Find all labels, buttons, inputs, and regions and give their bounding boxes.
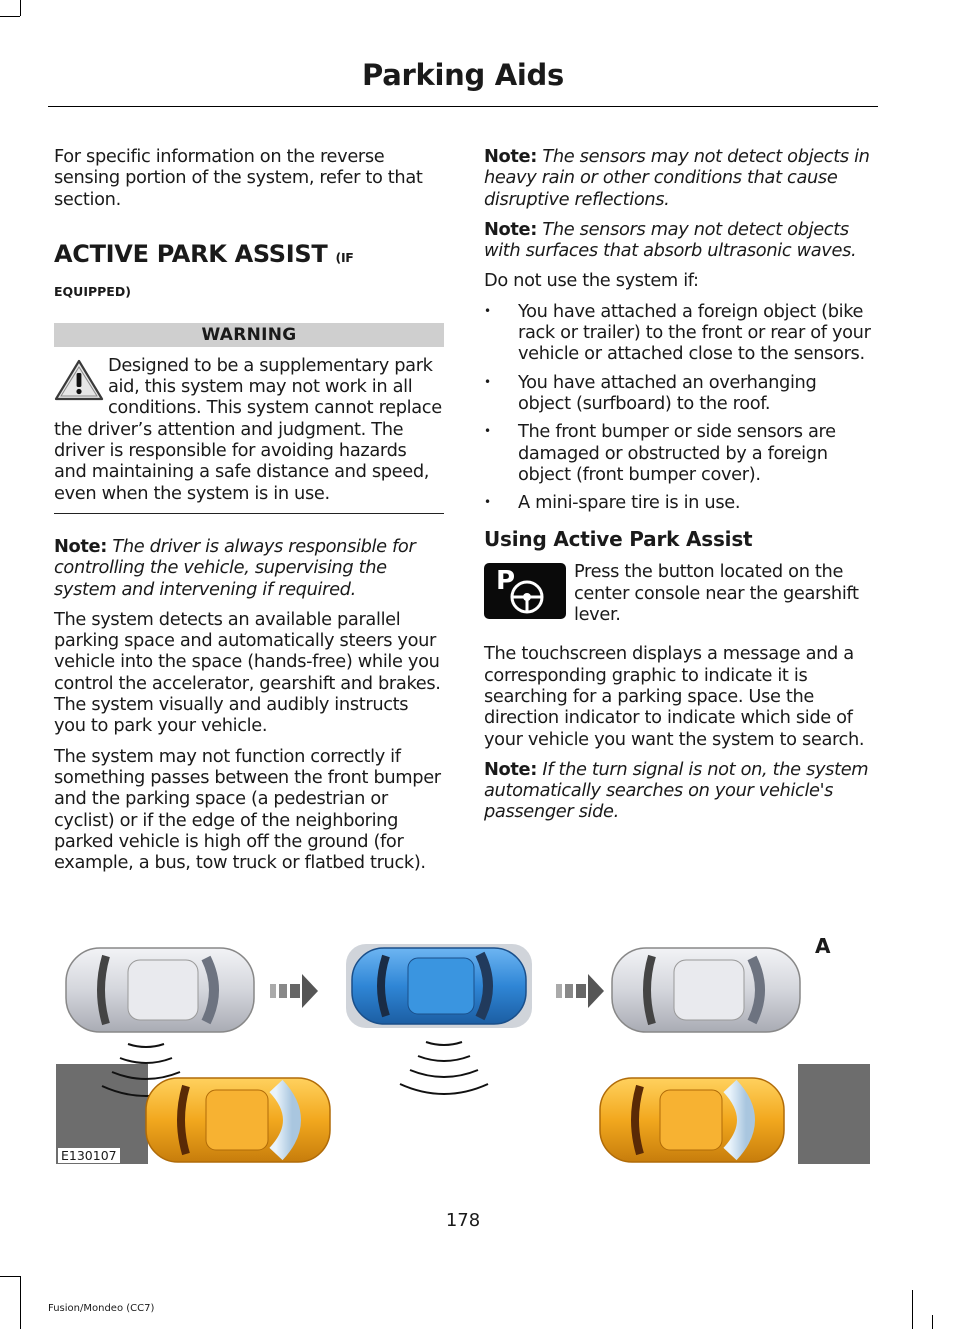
right-column [484, 146, 874, 832]
using-title: Using Active Park Assist [484, 527, 753, 552]
touchscreen-paragraph: The touchscreen displays a message and a corresponding graphic to indicate it is searching for a parking space. Use the direction indicator to indicate which side of your vehicle you want the system to search. [484, 643, 865, 750]
figure-code: E130107 [58, 1148, 120, 1163]
curb [798, 1064, 870, 1164]
orange-car-left [146, 1078, 330, 1162]
system-description-paragraph: The system detects an available parallel parking space and automatically steers your vehicle into the space (hands-free) while you control the accelerator, gearshift and brakes. The system visually and audibly instructs you to park your vehicle. [54, 608, 441, 737]
section-title-sub: EQUIPPED) [54, 283, 131, 299]
crop-mark [932, 1315, 933, 1329]
gray-car-right [612, 948, 800, 1032]
list-item: • A mini-spare tire is in use. [484, 492, 874, 513]
note-label: Note: [484, 758, 538, 780]
list-item: • You have attached an overhanging object (surfboard) to the roof. [484, 372, 874, 415]
note-heavy-rain [484, 146, 874, 210]
figure-label-a: A [815, 934, 831, 958]
note-label: Note: [54, 535, 108, 557]
note-label: Note: [484, 146, 538, 167]
section-title [54, 240, 444, 272]
note-text: The driver is always responsible for controlling the vehicle, supervising the system and intervening if required. [54, 535, 416, 600]
press-button-text: Press the button located on the center console near the gearshift lever. [574, 561, 859, 626]
orange-car-right [600, 1078, 784, 1162]
arrow-right-icon [556, 974, 604, 1008]
crop-mark [20, 0, 21, 16]
warning-header: WARNING [54, 323, 444, 347]
intro-paragraph: For specific information on the reverse sensing portion of the system, refer to that section. [54, 146, 423, 210]
list-item: • You have attached a foreign object (bike rack or trailer) to the front or rear of your vehicle or attached close to the sensors. [484, 301, 874, 365]
note-driver-responsible [54, 536, 444, 600]
note-turn-signal [484, 759, 874, 823]
parking-illustration [56, 936, 870, 1164]
limitations-paragraph: The system may not function correctly if something passes between the front bumper and the parking space (a pedestrian or cyclist) or if the edge of the neighboring parked vehicle is high off the ground (for example, a bus, tow truck or flatbed truck). [54, 745, 441, 874]
crop-mark [20, 1276, 21, 1329]
section-title-main: ACTIVE PARK ASSIST [54, 239, 328, 268]
header-rule [48, 106, 878, 107]
crop-mark [0, 16, 20, 17]
park-button-instruction [484, 561, 874, 625]
page-title: Parking Aids [362, 58, 564, 92]
page-number: 178 [445, 1210, 481, 1231]
blue-car [346, 944, 532, 1028]
warning-text: Designed to be a supplementary park aid, this system may not work in all conditions. This system cannot replace the driver’s attention and judgment. The driver is responsible for avoiding hazards and maintaining a safe distance and speed, even when the system is in use. [54, 354, 442, 504]
warning-triangle-icon [54, 359, 104, 401]
park-assist-button-icon [484, 563, 566, 619]
note-label: Note: [484, 218, 538, 240]
footer-model: Fusion/Mondeo (CC7) [48, 1303, 155, 1314]
section-title-small: (IF [335, 249, 354, 265]
list-item: • The front bumper or side sensors are damaged or obstructed by a foreign object (front bumper cover). [484, 421, 874, 485]
gray-car-left [66, 948, 254, 1032]
crop-mark [0, 1276, 20, 1277]
do-not-use-list [484, 301, 874, 514]
crop-mark [912, 1290, 913, 1329]
arrow-right-icon [270, 974, 318, 1008]
note-text: The sensors may not detect objects with surfaces that absorb ultrasonic waves. [484, 218, 857, 262]
do-not-use-intro: Do not use the system if: [484, 270, 699, 292]
left-column [54, 146, 444, 882]
note-ultrasonic [484, 219, 874, 262]
note-text: If the turn signal is not on, the system automatically searches on your vehicle's passenger side. [484, 758, 869, 823]
sensor-waves-center [400, 1042, 488, 1094]
svg-text:P: P [496, 566, 516, 597]
warning-box [54, 347, 444, 514]
note-text: The sensors may not detect objects in heavy rain or other conditions that cause disruptive reflections. [484, 146, 870, 210]
